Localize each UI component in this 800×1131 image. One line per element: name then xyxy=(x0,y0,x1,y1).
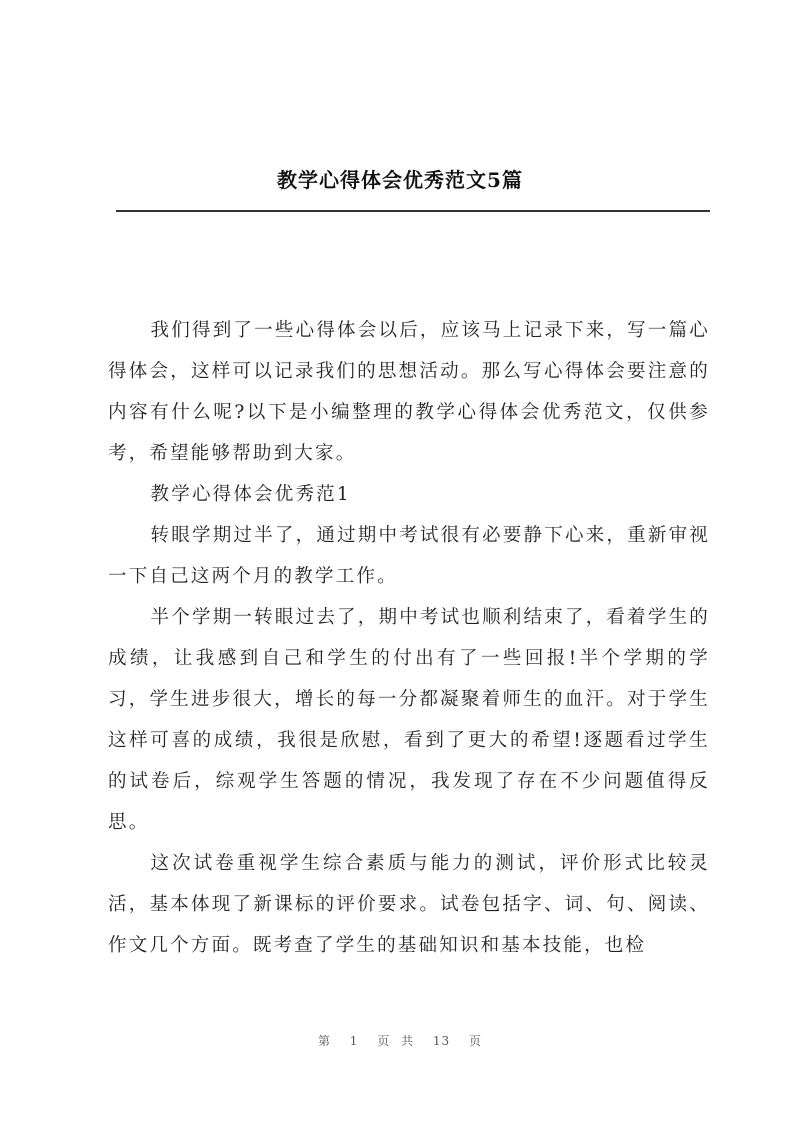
document-body xyxy=(108,310,710,966)
paragraph-intro: 我们得到了一些心得体会以后，应该马上记录下来，写一篇心得体会，这样可以记录我们的思想活动。那么写心得体会要注意的内容有什么呢?以下是小编整理的教学心得体会优秀范文，仅供参考，希望能够帮助到大家。 xyxy=(108,320,710,464)
document-title: 教学心得体会优秀范文5篇 xyxy=(277,168,523,192)
footer-label-of: 页 共 xyxy=(377,1034,415,1048)
footer-label-end: 页 xyxy=(469,1034,483,1048)
title-underline xyxy=(116,210,710,212)
paragraph: 半个学期一转眼过去了，期中考试也顺利结束了，看着学生的成绩，让我感到自己和学生的付出有了一些回报!半个学期的学习，学生进步很大，增长的每一分都凝聚着师生的血汗。对于学生这样可喜的成绩，我很是欣慰，看到了更大的希望!逐题看过学生的试卷后，综观学生答题的情况，我发现了存在不少问题值得反思。 xyxy=(108,607,710,833)
paragraph: 这次试卷重视学生综合素质与能力的测试，评价形式比较灵活，基本体现了新课标的评价要求。试卷包括字、词、句、阅读、作文几个方面。既考查了学生的基础知识和基本技能，也检 xyxy=(108,853,710,956)
footer-total-pages: 13 xyxy=(432,1034,451,1048)
footer-label-page: 第 xyxy=(317,1034,331,1048)
page-footer xyxy=(0,1032,800,1049)
footer-current-page: 1 xyxy=(349,1034,359,1048)
paragraph: 转眼学期过半了，通过期中考试很有必要静下心来，重新审视一下自己这两个月的教学工作。 xyxy=(108,525,710,587)
section-heading: 教学心得体会优秀范1 xyxy=(150,484,351,505)
